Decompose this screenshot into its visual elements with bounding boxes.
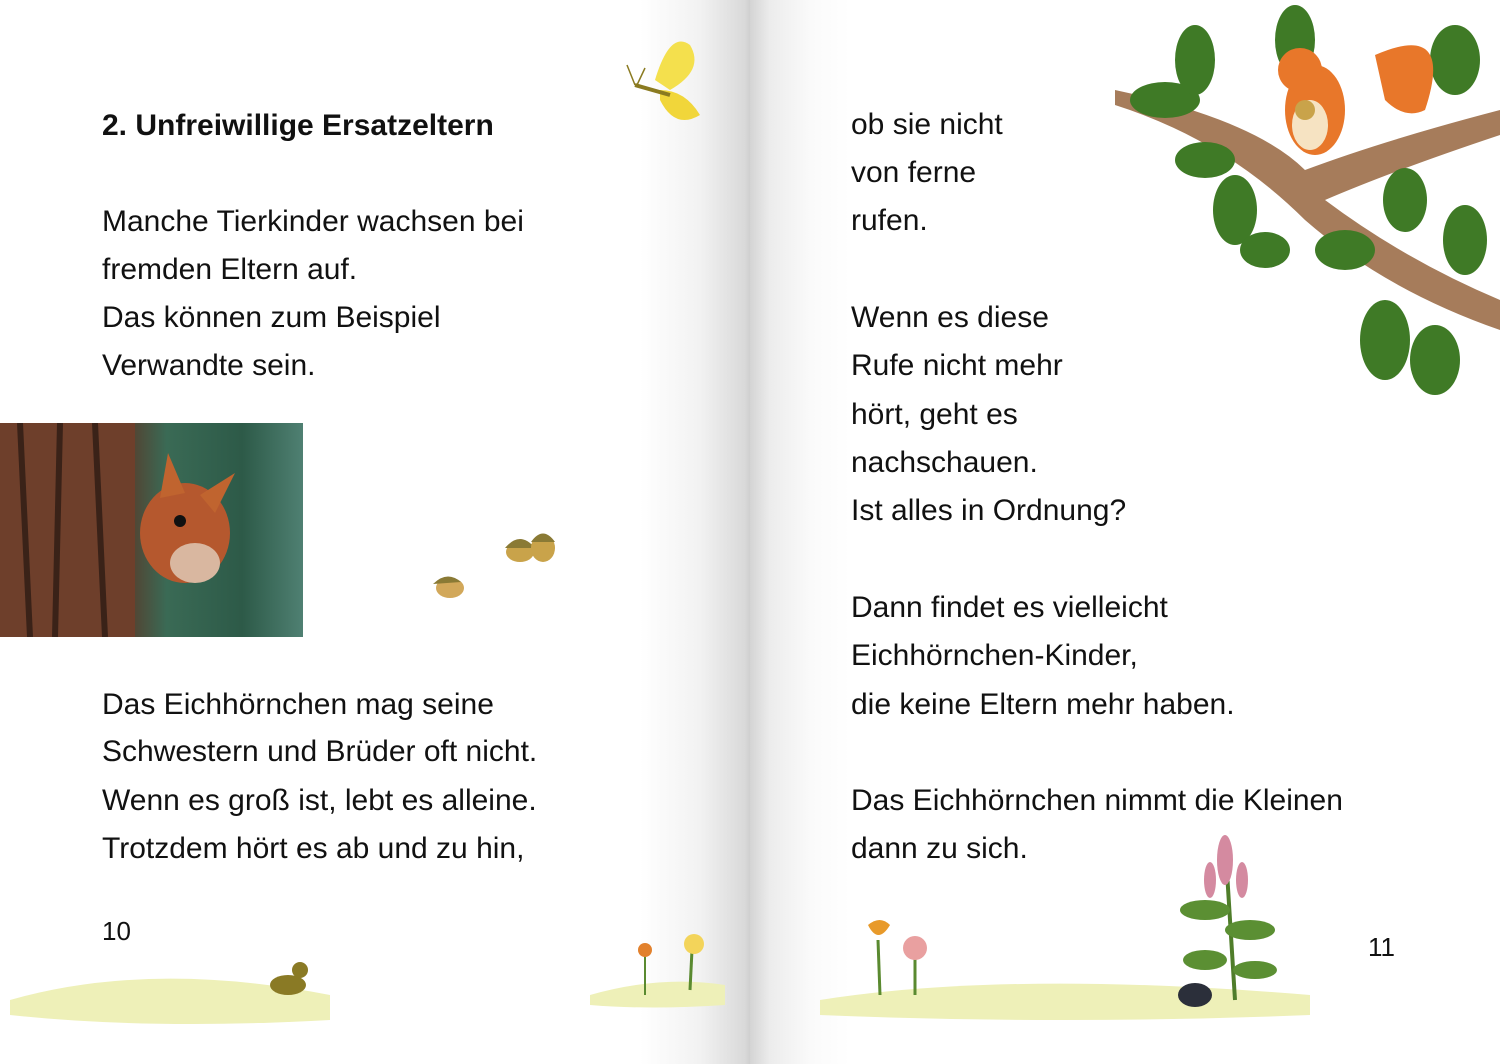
text-line: Trotzdem hört es ab und zu hin, xyxy=(102,832,525,865)
text-line: Wenn es diese xyxy=(851,301,1049,334)
right-page xyxy=(750,0,1500,1064)
text-line: von ferne xyxy=(851,156,977,189)
squirrel-photo xyxy=(0,423,303,637)
grass-illustration xyxy=(0,920,740,1040)
text-line: rufen. xyxy=(851,204,928,237)
text-line: dann zu sich. xyxy=(851,832,1028,865)
meadow-illustration xyxy=(810,820,1330,1030)
text-line: Ist alles in Ordnung? xyxy=(851,494,1127,527)
text-line: Schwestern und Brüder oft nicht. xyxy=(102,735,538,768)
text-line: ob sie nicht xyxy=(851,108,1003,141)
text-line: hört, geht es xyxy=(851,398,1018,431)
text-line: Das können zum Beispiel xyxy=(102,301,441,334)
page-number: 10 xyxy=(102,916,131,946)
text-line: Dann findet es vielleicht xyxy=(851,591,1168,624)
text-line: Verwandte sein. xyxy=(102,349,316,382)
squirrel-tree-illustration xyxy=(1105,0,1500,450)
text-line: Das Eichhörnchen mag seine xyxy=(102,688,494,721)
page-number: 11 xyxy=(1368,932,1395,962)
text-line: die keine Eltern mehr haben. xyxy=(851,688,1235,721)
acorns-icon xyxy=(425,510,565,605)
text-line: Manche Tierkinder wachsen bei xyxy=(102,205,524,238)
text-line: fremden Eltern auf. xyxy=(102,253,358,286)
text-line: nachschauen. xyxy=(851,446,1038,479)
text-line: Eichhörnchen-Kinder, xyxy=(851,639,1138,672)
chapter-title: 2. Unfreiwillige Ersatzeltern xyxy=(102,109,494,142)
text-line: Rufe nicht mehr xyxy=(851,349,1063,382)
butterfly-icon xyxy=(615,30,710,130)
text-line: Das Eichhörnchen nimmt die Kleinen xyxy=(851,784,1343,817)
text-line: Wenn es groß ist, lebt es alleine. xyxy=(102,784,537,817)
